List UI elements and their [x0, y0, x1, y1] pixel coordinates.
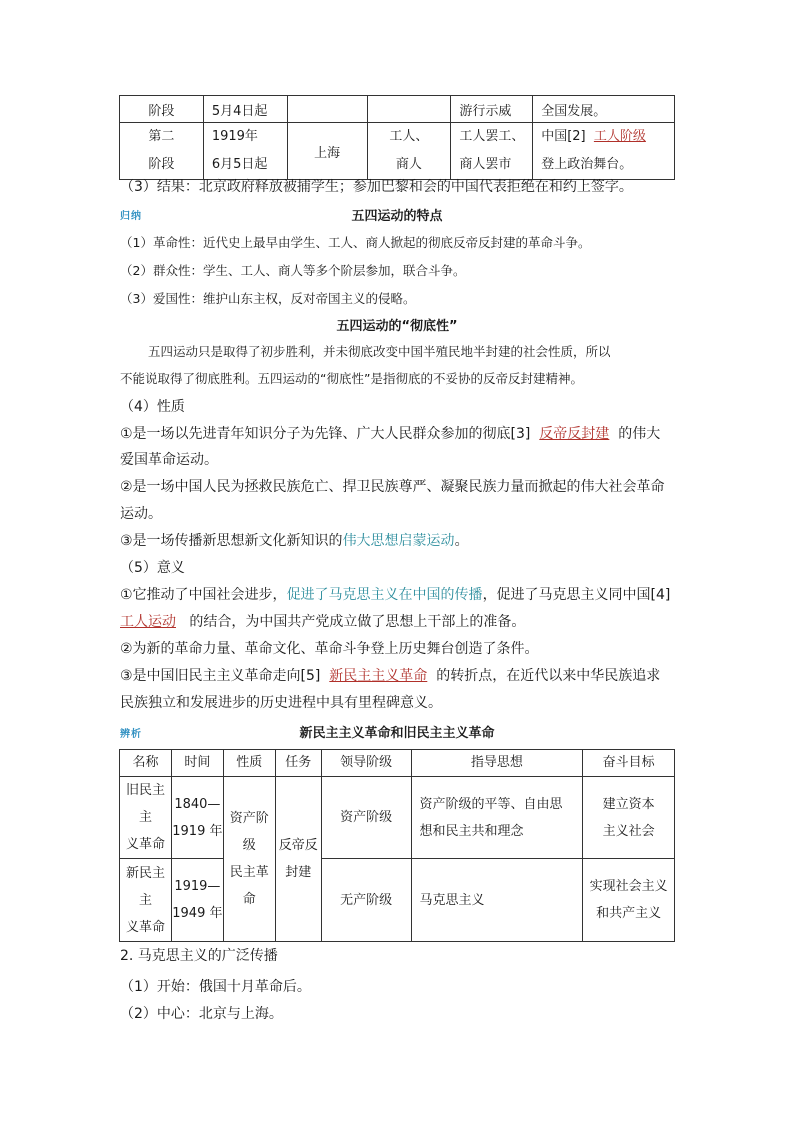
name-line: 主	[138, 810, 152, 825]
column-header: 性质	[223, 750, 275, 777]
result-line	[541, 123, 674, 151]
summary-title: 五四运动的特点	[351, 209, 443, 224]
blank-label: 中国[2]	[541, 129, 586, 144]
time-line: 1919 年	[172, 823, 223, 839]
nature-line: 民主革	[229, 865, 269, 880]
text: ，促进了马克思主义同中国[4]	[482, 587, 671, 603]
form-cell	[451, 123, 533, 180]
goal-line: 和共产主义	[596, 906, 662, 921]
name-cell	[120, 777, 172, 859]
text: ①是一场以先进青年知识分子为先锋、广大人民群众参加的彻底[3]	[120, 426, 531, 442]
time-line: 1919—	[174, 879, 221, 894]
section-heading: 2. 马克思主义的广泛传播	[120, 948, 278, 964]
text: 的伟大	[618, 426, 661, 442]
section-item: （2）中心：北京与上海。	[120, 1006, 283, 1022]
place-cell: 上海	[287, 123, 367, 180]
text: ③是中国旧民主主义革命走向[5]	[120, 668, 321, 684]
nature-line: 级	[242, 838, 256, 853]
text: ③是一场传播新思想新文化新知识的	[120, 533, 343, 549]
stage-line: 第二	[148, 129, 175, 144]
ideology-line: 马克思主义	[419, 892, 485, 908]
result-paragraph: （3）结果：北京政府释放被捕学生；参加巴黎和会的中国代表拒绝在和约上签字。	[120, 179, 633, 195]
name-line: 主	[138, 892, 152, 908]
significance-heading: （5）意义	[120, 560, 185, 576]
column-header: 奋斗目标	[583, 750, 675, 777]
name-cell	[120, 859, 172, 942]
goal-cell	[583, 777, 675, 859]
column-header: 时间	[171, 750, 223, 777]
answer-blank: 新民主主义革命	[329, 668, 428, 684]
section-item: （1）开始：俄国十月革命后。	[120, 979, 311, 995]
column-header: 名称	[120, 750, 172, 777]
summary-tag: 归纳	[120, 211, 142, 222]
table-row	[120, 123, 675, 180]
nature-cell	[223, 777, 275, 942]
answer-blank: 工人阶级	[593, 129, 646, 144]
summary-item: （1）革命性：近代史上最早由学生、工人、商人掀起的彻底反帝反封建的革命斗争。	[120, 235, 591, 250]
time-line: 1949 年	[172, 906, 223, 921]
form-line: 商人罢市	[459, 157, 512, 172]
time-line: 1840—	[174, 796, 221, 812]
ideology-line: 资产阶级的平等、自由思	[419, 796, 563, 812]
ideology-cell	[411, 777, 583, 859]
result-cell	[533, 123, 675, 180]
task-line: 反帝反	[278, 838, 318, 853]
participants-cell	[367, 123, 451, 180]
goal-line: 主义社会	[602, 823, 655, 839]
text: ①它推动了中国社会进步，	[120, 587, 287, 603]
table-header-row	[120, 750, 675, 777]
stage-cell	[120, 123, 204, 180]
table-row	[120, 96, 675, 123]
stage-line: 阶段	[148, 157, 175, 172]
task-line: 封建	[285, 865, 312, 880]
analysis-tag: 辨析	[120, 729, 142, 740]
goal-line: 建立资本	[602, 796, 655, 812]
result-cell: 全国发展。	[533, 96, 675, 123]
answer-blank: 反帝反封建	[539, 426, 610, 442]
result-line: 登上政治舞台。	[541, 157, 633, 172]
column-header: 指导思想	[411, 750, 583, 777]
summary-item: （3）爱国性：维护山东主权，反对帝国主义的侵略。	[120, 291, 416, 306]
text: 的结合，为中国共产党成立做了思想上干部上的准备。	[189, 614, 526, 630]
participants-cell	[367, 96, 451, 123]
significance-item-3-cont: 民族独立和发展进步的历史进程中具有里程碑意义。	[120, 695, 442, 711]
task-cell	[275, 777, 321, 942]
participants-line: 工人、	[389, 129, 429, 144]
ideology-cell	[411, 859, 583, 942]
goal-cell	[583, 859, 675, 942]
name-line: 义革命	[125, 837, 165, 852]
stage-cell: 阶段	[120, 96, 204, 123]
comparison-table	[119, 749, 675, 942]
time-cell	[203, 123, 287, 180]
nature-heading: （4）性质	[120, 399, 185, 415]
time-cell	[171, 777, 223, 859]
column-header: 领导阶级	[321, 750, 411, 777]
stages-table	[119, 95, 675, 180]
thorough-title: 五四运动的“彻底性”	[336, 319, 458, 334]
nature-item-2-cont: 运动。	[120, 506, 162, 522]
nature-line: 资产阶	[229, 811, 269, 826]
thorough-line: 不能说取得了彻底胜利。五四运动的“彻底性”是指彻底的不妥协的反帝反封建精神。	[120, 371, 583, 386]
significance-item-1	[120, 585, 670, 605]
name-line: 新民主	[125, 865, 165, 881]
table-row	[120, 777, 675, 859]
leader-cell: 无产阶级	[321, 859, 411, 942]
goal-line: 实现社会主义	[589, 879, 668, 894]
thorough-line: 五四运动只是取得了初步胜利，并未彻底改变中国半殖民地半封建的社会性质，所以	[148, 344, 611, 359]
table-row	[120, 859, 675, 942]
form-cell: 游行示威	[451, 96, 533, 123]
nature-item-3	[120, 531, 469, 551]
time-cell	[171, 859, 223, 942]
highlight-text: 促进了马克思主义在中国的传播	[286, 587, 483, 603]
nature-line: 命	[242, 892, 256, 907]
answer-blank: 工人运动	[120, 614, 176, 630]
text: 的转折点，在近代以来中华民族追求	[436, 668, 661, 684]
leader-cell: 资产阶级	[321, 777, 411, 859]
significance-item-2: ②为新的革命力量、革命文化、革命斗争登上历史舞台创造了条件。	[120, 641, 539, 657]
name-line: 旧民主	[125, 783, 165, 798]
analysis-title: 新民主主义革命和旧民主主义革命	[299, 726, 495, 741]
highlight-text: 伟大思想启蒙运动	[342, 533, 455, 549]
summary-item: （2）群众性：学生、工人、商人等多个阶层参加，联合斗争。	[120, 263, 466, 278]
nature-item-1	[120, 424, 660, 444]
text: 。	[454, 533, 469, 549]
time-cell: 5月4日起	[203, 96, 287, 123]
column-header: 任务	[275, 750, 321, 777]
nature-item-2: ②是一场中国人民为拯救民族危亡、捍卫民族尊严、凝聚民族力量而掀起的伟大社会革命	[120, 479, 665, 495]
significance-item-1-cont	[120, 612, 525, 632]
form-line: 工人罢工、	[459, 129, 525, 144]
time-line: 6月5日起	[211, 157, 268, 172]
nature-item-1-cont: 爱国革命运动。	[120, 452, 218, 468]
place-cell	[287, 96, 367, 123]
participants-line: 商人	[395, 157, 422, 172]
time-line: 1919年	[211, 129, 258, 144]
significance-item-3	[120, 666, 660, 686]
ideology-line: 想和民主共和理念	[419, 823, 524, 839]
name-line: 义革命	[125, 919, 165, 935]
